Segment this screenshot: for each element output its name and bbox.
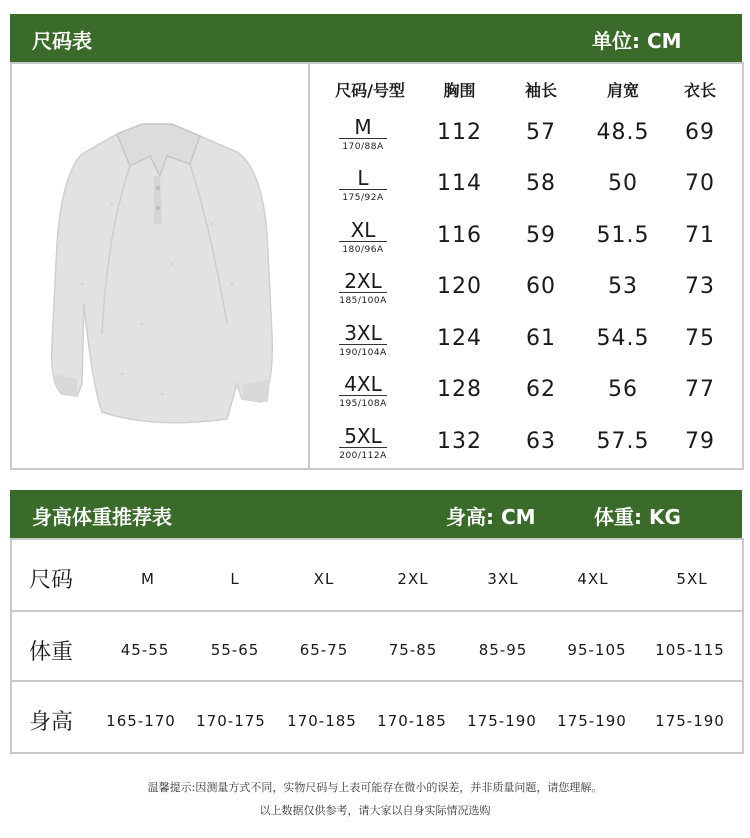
rec-size: M — [141, 570, 155, 588]
rec-weight: 95-105 — [567, 641, 627, 659]
row-divider — [12, 680, 742, 682]
size-name: XL — [339, 219, 387, 242]
length-value: 70 — [685, 171, 715, 196]
size-cell — [328, 219, 398, 255]
polo-shirt-image — [22, 84, 298, 448]
row-label-height: 身高 — [29, 710, 74, 735]
height-unit: 身高: CM — [446, 505, 536, 529]
recommend-table — [10, 538, 744, 754]
recommend-title: 身高体重推荐表 — [32, 505, 172, 529]
rec-weight: 55-65 — [210, 641, 260, 659]
sleeve-value: 59 — [526, 223, 556, 248]
chest-value: 112 — [437, 120, 482, 145]
size-cell — [328, 270, 398, 306]
size-code: 185/100A — [339, 296, 387, 306]
chest-value: 116 — [437, 223, 482, 248]
rec-weight: 45-55 — [120, 641, 170, 659]
size-code: 190/104A — [339, 348, 387, 358]
shoulder-value: 57.5 — [596, 429, 650, 454]
col-header-shoulder: 肩宽 — [606, 81, 639, 100]
size-name: 4XL — [339, 373, 387, 396]
length-value: 77 — [685, 377, 715, 402]
size-name: 2XL — [339, 270, 387, 293]
rec-height: 170-185 — [287, 712, 357, 730]
measurement-note: 温馨提示:因测量方式不同，实物尺码与上表可能存在微小的误差，并非质量问题，请您理解。 — [147, 781, 603, 794]
row-divider — [12, 610, 742, 612]
reference-note: 以上数据仅供参考，请大家以自身实际情况选购 — [259, 804, 491, 817]
size-code: 195/108A — [339, 399, 387, 409]
rec-size: 2XL — [397, 570, 429, 588]
length-value: 73 — [685, 274, 715, 299]
row-label-size: 尺码 — [29, 568, 74, 593]
size-name: 5XL — [339, 425, 387, 448]
sleeve-value: 63 — [526, 429, 556, 454]
rec-size: L — [230, 570, 240, 588]
size-chart-title: 尺码表 — [32, 29, 92, 53]
rec-height: 165-170 — [106, 712, 176, 730]
sleeve-value: 60 — [526, 274, 556, 299]
chest-value: 124 — [437, 326, 482, 351]
rec-height: 170-175 — [196, 712, 266, 730]
size-cell — [328, 322, 398, 358]
sleeve-value: 58 — [526, 171, 556, 196]
shoulder-value: 53 — [608, 274, 638, 299]
size-cell — [328, 425, 398, 461]
rec-weight: 85-95 — [478, 641, 528, 659]
size-cell — [328, 116, 398, 152]
col-header-chest: 胸围 — [443, 81, 476, 100]
size-code: 180/96A — [342, 245, 384, 255]
rec-height: 175-190 — [655, 712, 725, 730]
size-cell — [328, 373, 398, 409]
shoulder-value: 50 — [608, 171, 638, 196]
size-code: 200/112A — [339, 451, 387, 461]
rec-size: XL — [313, 570, 335, 588]
col-header-sleeve: 袖长 — [524, 81, 557, 100]
chest-value: 128 — [437, 377, 482, 402]
recommend-header — [10, 490, 742, 538]
rec-size: 4XL — [577, 570, 609, 588]
sleeve-value: 62 — [526, 377, 556, 402]
shoulder-value: 56 — [608, 377, 638, 402]
rec-weight: 65-75 — [299, 641, 349, 659]
size-code: 175/92A — [342, 193, 384, 203]
size-chart-header — [10, 14, 742, 62]
rec-height: 175-190 — [557, 712, 627, 730]
rec-weight: 105-115 — [655, 641, 725, 659]
rec-weight: 75-85 — [388, 641, 438, 659]
shoulder-value: 51.5 — [596, 223, 650, 248]
size-cell — [328, 167, 398, 203]
row-label-weight: 体重 — [29, 640, 74, 665]
length-value: 71 — [685, 223, 715, 248]
sleeve-value: 61 — [526, 326, 556, 351]
size-chart-unit: 单位: CM — [592, 29, 682, 53]
shoulder-value: 54.5 — [596, 326, 650, 351]
length-value: 79 — [685, 429, 715, 454]
size-name: L — [339, 167, 387, 190]
chest-value: 132 — [437, 429, 482, 454]
size-name: 3XL — [339, 322, 387, 345]
length-value: 69 — [685, 120, 715, 145]
shoulder-value: 48.5 — [596, 120, 650, 145]
rec-height: 175-190 — [467, 712, 537, 730]
length-value: 75 — [685, 326, 715, 351]
rec-size: 5XL — [676, 570, 708, 588]
weight-unit: 体重: KG — [594, 505, 681, 529]
rec-size: 3XL — [487, 570, 519, 588]
size-name: M — [339, 116, 387, 139]
chest-value: 114 — [437, 171, 482, 196]
size-code: 170/88A — [342, 142, 384, 152]
rec-height: 170-185 — [377, 712, 447, 730]
col-header-length: 衣长 — [683, 81, 716, 100]
col-header-size: 尺码/号型 — [335, 81, 405, 100]
size-chart-box — [10, 62, 744, 470]
chest-value: 120 — [437, 274, 482, 299]
sleeve-value: 57 — [526, 120, 556, 145]
size-table — [310, 64, 742, 468]
